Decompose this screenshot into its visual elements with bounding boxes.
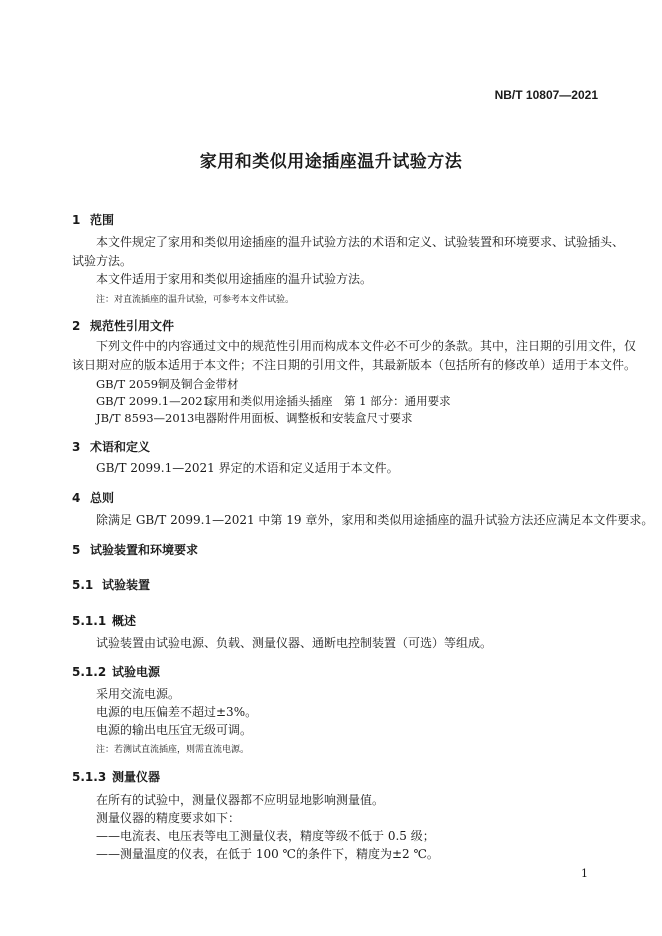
subsection-5-1-1-para-1: 试验装置由试验电源、负载、测量仪器、通断电控制装置（可选）等组成。 — [96, 636, 493, 650]
subsection-title: 测量仪器 — [112, 770, 161, 784]
section-number: 2 — [72, 319, 81, 333]
standard-code: NB/T 10807—2021 — [494, 88, 598, 102]
section-number: 4 — [72, 491, 81, 505]
reference-code: GB/T 2099.1—2021 — [96, 394, 210, 408]
subsection-5-1-3-para-2: 测量仪器的精度要求如下： — [96, 811, 241, 825]
subsection-number: 5.1.1 — [72, 614, 107, 628]
section-title: 规范性引用文件 — [90, 319, 175, 333]
reference-code: JB/T 8593—2013 — [96, 411, 195, 425]
section-3-para-1: GB/T 2099.1—2021 界定的术语和定义适用于本文件。 — [96, 461, 399, 475]
subsection-5-1-3-para-1: 在所有的试验中，测量仪器都不应明显地影响测量值。 — [96, 793, 385, 807]
reference-item — [96, 376, 239, 392]
subsection-title: 试验电源 — [112, 665, 161, 679]
section-2-para-1-line-1: 下列文件中的内容通过文中的规范性引用而构成本文件必不可少的条款。其中，注日期的引用文件，仅 — [96, 339, 637, 353]
subsection-5-1-3-list-item-1: ——电流表、电压表等电工测量仪表，精度等级不低于 0.5 级； — [96, 829, 435, 843]
section-1-note: 注：对直流插座的温升试验，可参考本文件试验。 — [96, 295, 295, 305]
section-4-heading — [72, 489, 114, 506]
subsection-title: 试验装置 — [102, 578, 151, 592]
document-title: 家用和类似用途插座温升试验方法 — [199, 152, 463, 172]
reference-item — [96, 393, 451, 409]
subsection-5-1-2-note: 注：若测试直流插座，则需直流电源。 — [96, 745, 250, 755]
subsection-5-1-1-heading — [72, 612, 136, 629]
reference-title: 铜及铜合金带材 — [158, 377, 239, 391]
section-title: 术语和定义 — [90, 440, 151, 454]
section-1-para-1-line-1: 本文件规定了家用和类似用途插座的温升试验方法的术语和定义、试验装置和环境要求、试验插头、 — [96, 235, 625, 249]
section-5-heading — [72, 541, 198, 558]
section-title: 范围 — [90, 213, 115, 227]
section-1-heading — [72, 211, 114, 228]
subsection-5-1-2-para-2: 电源的电压偏差不超过±3%。 — [96, 705, 258, 719]
section-1-para-2: 本文件适用于家用和类似用途插座的温升试验方法。 — [96, 272, 373, 286]
section-4-para-1: 除满足 GB/T 2099.1—2021 中第 19 章外，家用和类似用途插座的温升试验方法还应满足本文件要求。 — [96, 513, 654, 527]
reference-title: 电器附件用面板、调整板和安装盒尺寸要求 — [194, 411, 413, 425]
section-title: 总则 — [90, 491, 115, 505]
reference-title: 家用和类似用途插头插座 第 1 部分：通用要求 — [206, 394, 451, 408]
subsection-5-1-3-heading — [72, 768, 160, 785]
reference-item — [96, 410, 413, 426]
section-number: 3 — [72, 440, 81, 454]
section-number: 5 — [72, 543, 81, 557]
subsection-5-1-2-para-1: 采用交流电源。 — [96, 687, 181, 701]
section-1-para-1-line-2: 试验方法。 — [72, 254, 133, 268]
subsection-5-1-2-para-3: 电源的输出电压宜无级可调。 — [96, 723, 253, 737]
subsection-number: 5.1.2 — [72, 665, 107, 679]
subsection-5-1-2-heading — [72, 663, 160, 680]
subsection-number: 5.1 — [72, 578, 94, 592]
section-2-heading — [72, 317, 174, 334]
section-number: 1 — [72, 213, 81, 227]
subsection-5-1-heading — [72, 576, 150, 593]
page-number: 1 — [581, 867, 588, 880]
section-3-heading — [72, 438, 150, 455]
subsection-title: 概述 — [112, 614, 137, 628]
section-title: 试验装置和环境要求 — [90, 543, 199, 557]
reference-code: GB/T 2059 — [96, 377, 159, 391]
subsection-5-1-3-list-item-2: ——测量温度的仪表，在低于 100 ℃的条件下，精度为±2 ℃。 — [96, 847, 439, 861]
section-2-para-1-line-2: 该日期对应的版本适用于本文件；不注日期的引用文件，其最新版本（包括所有的修改单）适用于本文件。 — [72, 358, 637, 372]
subsection-number: 5.1.3 — [72, 770, 107, 784]
